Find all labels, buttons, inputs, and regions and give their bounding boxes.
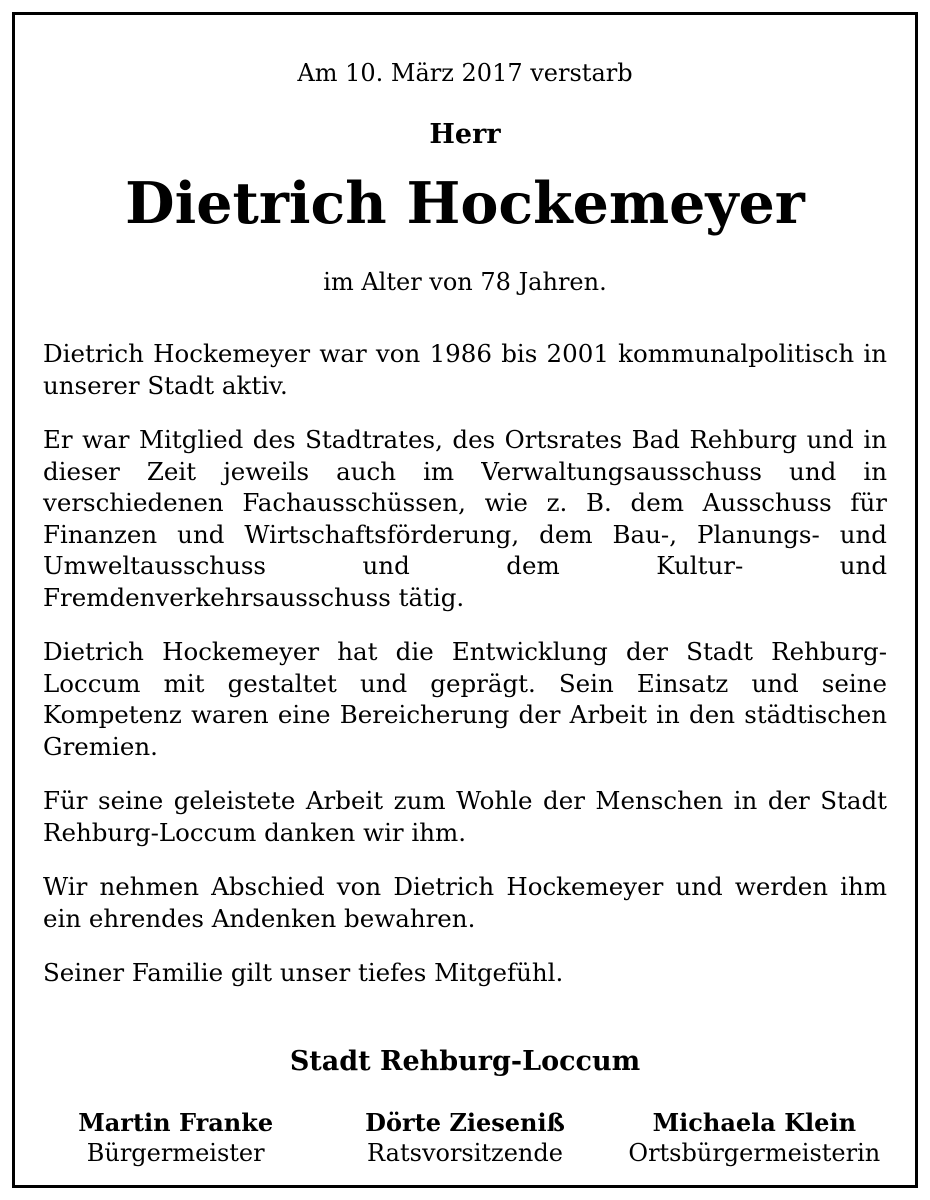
signatory-name: Michaela Klein — [652, 1108, 857, 1137]
age-line: im Alter von 78 Jahren. — [323, 268, 607, 296]
intro-line: Am 10. März 2017 verstarb — [297, 59, 633, 87]
signatories — [31, 1107, 899, 1169]
notice-body — [43, 338, 887, 1012]
signatory — [320, 1107, 609, 1169]
deceased-name: Dietrich Hockemeyer — [125, 170, 805, 237]
paragraph: Er war Mitglied des Stadtrates, des Ortsrates Bad Rehburg und in dieser Zeit jeweils auch im Verwaltungsausschuss und in verschiedenen Fachausschüssen, wie z. B. dem Ausschuss für Finanzen und Wirtschaftsförderung, dem Bau-, Planungs- und Umweltausschuss und dem Kultur- und Fremdenverkehrsausschuss tätig. — [43, 425, 887, 612]
paragraph: Für seine geleistete Arbeit zum Wohle der Menschen in der Stadt Rehburg-Loccum danken wir ihm. — [43, 786, 887, 847]
notice-content — [43, 15, 887, 1185]
paragraph: Seiner Familie gilt unser tiefes Mitgefühl. — [43, 958, 564, 987]
signatory-role: Ortsbürgermeisterin — [628, 1139, 881, 1167]
signatory-name: Martin Franke — [78, 1108, 274, 1137]
signatory — [610, 1107, 899, 1169]
paragraph: Wir nehmen Abschied von Dietrich Hockemeyer und werden ihm ein ehrendes Andenken bewahren. — [43, 872, 887, 933]
paragraph: Dietrich Hockemeyer hat die Entwicklung der Stadt Rehburg-Loccum mit gestaltet und geprägt. Sein Einsatz und seine Kompetenz waren eine Bereicherung der Arbeit in den städtischen Gremien. — [43, 637, 887, 761]
signatory — [31, 1107, 320, 1169]
salutation: Herr — [429, 119, 501, 150]
organization-name: Stadt Rehburg-Loccum — [289, 1046, 641, 1077]
signatory-role: Bürgermeister — [86, 1139, 265, 1167]
obituary-notice — [12, 12, 918, 1188]
signatory-name: Dörte Ziesenіß — [365, 1108, 565, 1137]
paragraph: Dietrich Hockemeyer war von 1986 bis 2001 kommunalpolitisch in unserer Stadt aktiv. — [43, 339, 887, 400]
signatory-role: Ratsvorsitzende — [367, 1139, 563, 1167]
